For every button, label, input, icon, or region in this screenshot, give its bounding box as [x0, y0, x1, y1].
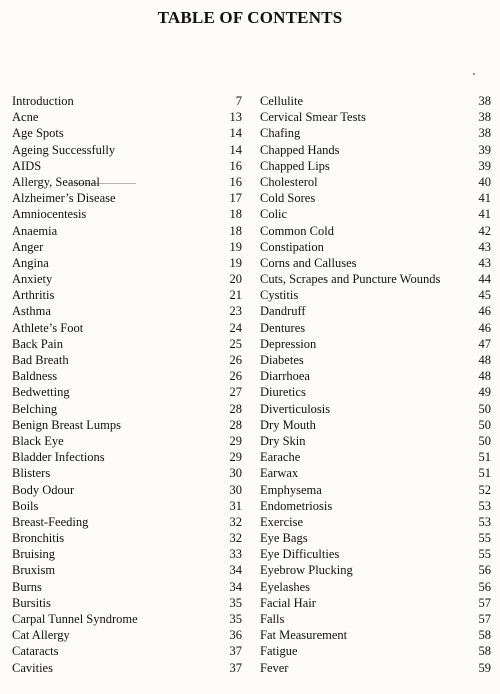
toc-entry-title: Acne: [12, 110, 39, 125]
toc-entry: [260, 190, 491, 206]
toc-entry: [260, 384, 491, 400]
toc-entry: [260, 417, 491, 433]
toc-entry-title: Bad Breath: [12, 353, 69, 367]
toc-entry-title: Black Eye: [12, 433, 64, 448]
toc-entry-page: 50: [478, 433, 491, 448]
toc-entry-page: 20: [229, 272, 242, 287]
toc-entry-page: 17: [229, 191, 242, 206]
toc-entry-page: 27: [229, 385, 242, 400]
toc-entry: [12, 206, 242, 222]
toc-entry-page: 38: [478, 110, 491, 125]
toc-entry-page: 39: [478, 158, 491, 173]
toc-entry-title: Emphysema: [260, 482, 322, 497]
toc-entry-page: 44: [478, 272, 491, 287]
toc-entry: [260, 611, 491, 627]
toc-entry-page: 37: [229, 644, 242, 659]
toc-entry-page: 29: [229, 450, 242, 465]
toc-entry-page: 51: [478, 450, 491, 465]
toc-entry-title: Burns: [12, 579, 42, 594]
toc-entry: [260, 465, 491, 481]
toc-entry-title: Fatigue: [260, 644, 298, 659]
toc-entry-title: Cataracts: [12, 644, 59, 659]
toc-entry-page: 28: [229, 401, 242, 416]
toc-entry-page: 35: [229, 595, 242, 610]
toc-entry-page: 23: [229, 304, 242, 319]
toc-entry: [260, 627, 491, 643]
toc-entry-page: 48: [478, 353, 491, 367]
toc-entry-page: 30: [229, 482, 242, 497]
toc-entry: [260, 271, 491, 287]
toc-entry-title: Ageing Successfully: [12, 142, 116, 157]
toc-entry-title: Bursitis: [12, 595, 51, 610]
toc-entry-title: Dandruff: [260, 304, 306, 319]
toc-entry-page: 50: [478, 401, 491, 416]
toc-entry-title: Boils: [12, 498, 39, 513]
toc-entry-page: 43: [478, 255, 491, 270]
toc-entry: [12, 255, 242, 271]
toc-entry-title: Earache: [260, 450, 301, 465]
toc-entry: [12, 595, 242, 611]
toc-entry-page: 46: [478, 320, 491, 335]
toc-entry-title: Benign Breast Lumps: [12, 417, 122, 432]
toc-entry: [12, 498, 242, 514]
toc-entry: [260, 320, 491, 336]
toc-entry-title: Athlete’s Foot: [12, 320, 84, 335]
toc-entry-page: 32: [229, 531, 242, 546]
toc-entry-page: 56: [478, 579, 491, 594]
toc-entry-title: Corns and Calluses: [260, 255, 357, 270]
toc-entry-title: Colic: [260, 207, 288, 222]
toc-entry-page: 47: [478, 336, 491, 351]
toc-entry-page: 46: [478, 304, 491, 319]
toc-entry-title: Alzheimer’s Disease: [12, 191, 116, 206]
toc-entry-title: Arthritis: [12, 288, 55, 303]
toc-entry: [12, 579, 242, 595]
toc-entry-page: 19: [229, 255, 242, 270]
toc-entry: [12, 530, 242, 546]
toc-entry-page: 28: [229, 417, 242, 432]
toc-entry-title: Amniocentesis: [12, 207, 87, 222]
toc-entry-title: Diuretics: [260, 385, 306, 400]
toc-entry: [12, 271, 242, 287]
toc-entry-title: Chapped Lips: [260, 158, 330, 173]
toc-entry-title: Back Pain: [12, 336, 64, 351]
toc-entry-title: Cystitis: [260, 288, 299, 303]
toc-entry-title: Baldness: [12, 369, 58, 384]
toc-entry: [260, 223, 491, 239]
toc-entry-page: 35: [229, 612, 242, 626]
toc-entry-page: 32: [229, 514, 242, 529]
toc-entry: [260, 562, 491, 578]
toc-entry: [260, 158, 491, 174]
toc-entry-title: Body Odour: [12, 482, 75, 497]
toc-entry-page: 16: [229, 158, 242, 173]
toc-entry-title: Cat Allergy: [12, 628, 70, 643]
toc-entry: [12, 287, 242, 303]
toc-entry: [260, 303, 491, 319]
toc-entry-title: Common Cold: [260, 223, 334, 238]
toc-entry-title: Bruxism: [12, 563, 56, 578]
toc-entry-page: 24: [229, 320, 242, 335]
toc-entry: [12, 303, 242, 319]
toc-entry-title: Fever: [260, 660, 289, 675]
toc-entry: [260, 401, 491, 417]
toc-entry-page: 55: [478, 547, 491, 562]
toc-entry-page: 48: [478, 369, 491, 384]
toc-entry: [260, 93, 491, 109]
toc-entry: [260, 368, 491, 384]
toc-entry-title: Cavities: [12, 660, 53, 675]
toc-entry-page: 52: [478, 482, 491, 497]
toc-entry-title: Facial Hair: [260, 595, 316, 610]
toc-entry: [12, 514, 242, 530]
toc-entry: [260, 255, 491, 271]
toc-entry-page: 25: [229, 336, 242, 351]
toc-entry-page: 19: [229, 239, 242, 254]
toc-entry: [12, 401, 242, 417]
toc-entry-page: 13: [229, 110, 242, 125]
toc-entry-page: 58: [478, 644, 491, 659]
toc-entry-title: Angina: [12, 255, 49, 270]
toc-entry: [12, 449, 242, 465]
toc-entry: [12, 174, 242, 190]
toc-entry-title: Age Spots: [12, 126, 64, 141]
toc-entry-title: Earwax: [260, 466, 299, 481]
toc-entry: [12, 562, 242, 578]
toc-entry: [12, 320, 242, 336]
page-title: TABLE OF CONTENTS: [157, 8, 343, 27]
toc-entry-title: Depression: [260, 336, 317, 351]
toc-entry-title: Cervical Smear Tests: [260, 110, 366, 125]
toc-entry-title: Bedwetting: [12, 385, 70, 400]
toc-entry-page: 59: [478, 660, 491, 675]
toc-entry: [12, 482, 242, 498]
toc-entry: [12, 384, 242, 400]
toc-entry-title: Belching: [12, 401, 58, 416]
toc-entry: [12, 433, 242, 449]
toc-entry-page: 56: [478, 563, 491, 578]
toc-entry-page: 50: [478, 417, 491, 432]
toc-entry-page: 14: [229, 126, 242, 141]
toc-entry-title: Cellulite: [260, 94, 304, 108]
toc-entry-title: Eyelashes: [260, 579, 310, 594]
toc-entry: [12, 239, 242, 255]
toc-entry-title: Dry Skin: [260, 433, 306, 448]
toc-entry-page: 33: [229, 547, 242, 562]
toc-entry-title: Anxiety: [12, 272, 53, 287]
toc-entry: [12, 643, 242, 659]
toc-entry-title: Falls: [260, 612, 285, 626]
toc-entry-title: Chapped Hands: [260, 142, 340, 157]
toc-entry-title: Eye Bags: [260, 531, 308, 546]
toc-entry: [260, 142, 491, 158]
toc-entry-title: AIDS: [12, 158, 42, 173]
toc-entry: [260, 206, 491, 222]
toc-entry-page: 36: [229, 628, 242, 643]
toc-entry-title: Eyebrow Plucking: [260, 563, 353, 578]
toc-entry: [12, 109, 242, 125]
toc-entry: [12, 190, 242, 206]
toc-entry-page: 16: [229, 174, 242, 189]
toc-entry-title: Anger: [12, 239, 44, 254]
toc-right-column: [260, 93, 491, 676]
toc-entry: [260, 482, 491, 498]
toc-entry: [260, 643, 491, 659]
toc-entry: [260, 174, 491, 190]
toc-entry-page: 43: [478, 239, 491, 254]
toc-entry-page: 31: [229, 498, 242, 513]
toc-entry-page: 42: [478, 223, 491, 238]
toc-entry-page: 26: [229, 369, 242, 384]
toc-entry: [260, 660, 491, 676]
toc-entry-title: Endometriosis: [260, 498, 333, 513]
toc-entry-page: 51: [478, 466, 491, 481]
toc-entry: [12, 93, 242, 109]
toc-entry: [260, 546, 491, 562]
toc-entry-page: 30: [229, 466, 242, 481]
toc-entry: [260, 530, 491, 546]
toc-entry: [260, 239, 491, 255]
toc-entry: [12, 660, 242, 676]
toc-entry-title: Bruising: [12, 547, 56, 562]
toc-entry: [260, 125, 491, 141]
toc-entry-page: 26: [229, 353, 242, 367]
toc-entry: [260, 352, 491, 368]
toc-entry-page: 18: [229, 207, 242, 222]
toc-entry-title: Bronchitis: [12, 531, 65, 546]
toc-entry: [260, 579, 491, 595]
toc-entry-page: 37: [229, 660, 242, 675]
toc-entry-page: 29: [229, 433, 242, 448]
toc-entry: [12, 465, 242, 481]
toc-entry-page: 39: [478, 142, 491, 157]
toc-entry-title: Cuts, Scrapes and Puncture Wounds: [260, 272, 441, 287]
toc-entry-title: Allergy, Seasonal: [12, 174, 100, 189]
toc-entry-title: Dry Mouth: [260, 417, 316, 432]
toc-entry-page: 49: [478, 385, 491, 400]
toc-entry-title: Anaemia: [12, 223, 58, 238]
toc-entry-title: Carpal Tunnel Syndrome: [12, 612, 138, 626]
toc-entry-title: Eye Difficulties: [260, 547, 340, 562]
toc-entry-title: Fat Measurement: [260, 628, 348, 643]
toc-entry: [12, 611, 242, 627]
toc-entry: [12, 627, 242, 643]
toc-entry: [12, 546, 242, 562]
toc-entry: [260, 514, 491, 530]
toc-entry-title: Blisters: [12, 466, 51, 481]
toc-entry-title: Cold Sores: [260, 191, 316, 206]
toc-entry-page: 34: [229, 563, 242, 578]
toc-entry-title: Chafing: [260, 126, 301, 141]
toc-entry-page: 53: [478, 498, 491, 513]
toc-entry-page: 40: [478, 174, 491, 189]
toc-entry: [260, 287, 491, 303]
toc-entry: [12, 142, 242, 158]
toc-entry: [260, 336, 491, 352]
toc-entry: [260, 449, 491, 465]
toc-entry-page: 45: [478, 288, 491, 303]
toc-entry: [12, 417, 242, 433]
toc-entry-title: Dentures: [260, 320, 306, 335]
toc-entry-page: 41: [478, 207, 491, 222]
toc-entry-page: 38: [478, 126, 491, 141]
toc-entry-page: 53: [478, 514, 491, 529]
toc-entry-page: 14: [229, 142, 242, 157]
toc-entry-page: 58: [478, 628, 491, 643]
toc-entry-title: Diabetes: [260, 353, 304, 367]
toc-entry-title: Breast-Feeding: [12, 514, 89, 529]
toc-entry-page: 57: [478, 595, 491, 610]
toc-entry: [12, 158, 242, 174]
toc-entry: [12, 368, 242, 384]
toc-entry-page: 34: [229, 579, 242, 594]
toc-entry: [12, 125, 242, 141]
toc-entry-title: Diverticulosis: [260, 401, 331, 416]
toc-entry: [260, 109, 491, 125]
toc-entry-page: 41: [478, 191, 491, 206]
toc-entry-title: Introduction: [12, 94, 74, 108]
toc-entry: [12, 352, 242, 368]
toc-entry-title: Asthma: [12, 304, 51, 319]
toc-entry-title: Exercise: [260, 514, 304, 529]
toc-entry: [260, 433, 491, 449]
toc-entry-title: Diarrhoea: [260, 369, 310, 384]
toc-entry-title: Constipation: [260, 239, 324, 254]
toc-entry-page: 18: [229, 223, 242, 238]
toc-entry: [12, 336, 242, 352]
toc-entry: [260, 498, 491, 514]
toc-entry-page: 38: [478, 94, 491, 108]
toc-entry-title: Bladder Infections: [12, 450, 105, 465]
toc-entry-page: 55: [478, 531, 491, 546]
toc-entry-page: 57: [478, 612, 491, 626]
toc-entry-title: Cholesterol: [260, 174, 318, 189]
page-speck: [473, 73, 475, 75]
toc-entry-page: 21: [229, 288, 242, 303]
toc-left-column: [12, 93, 242, 676]
toc-entry: [12, 223, 242, 239]
toc-entry-page: 7: [235, 94, 242, 108]
toc-entry: [260, 595, 491, 611]
